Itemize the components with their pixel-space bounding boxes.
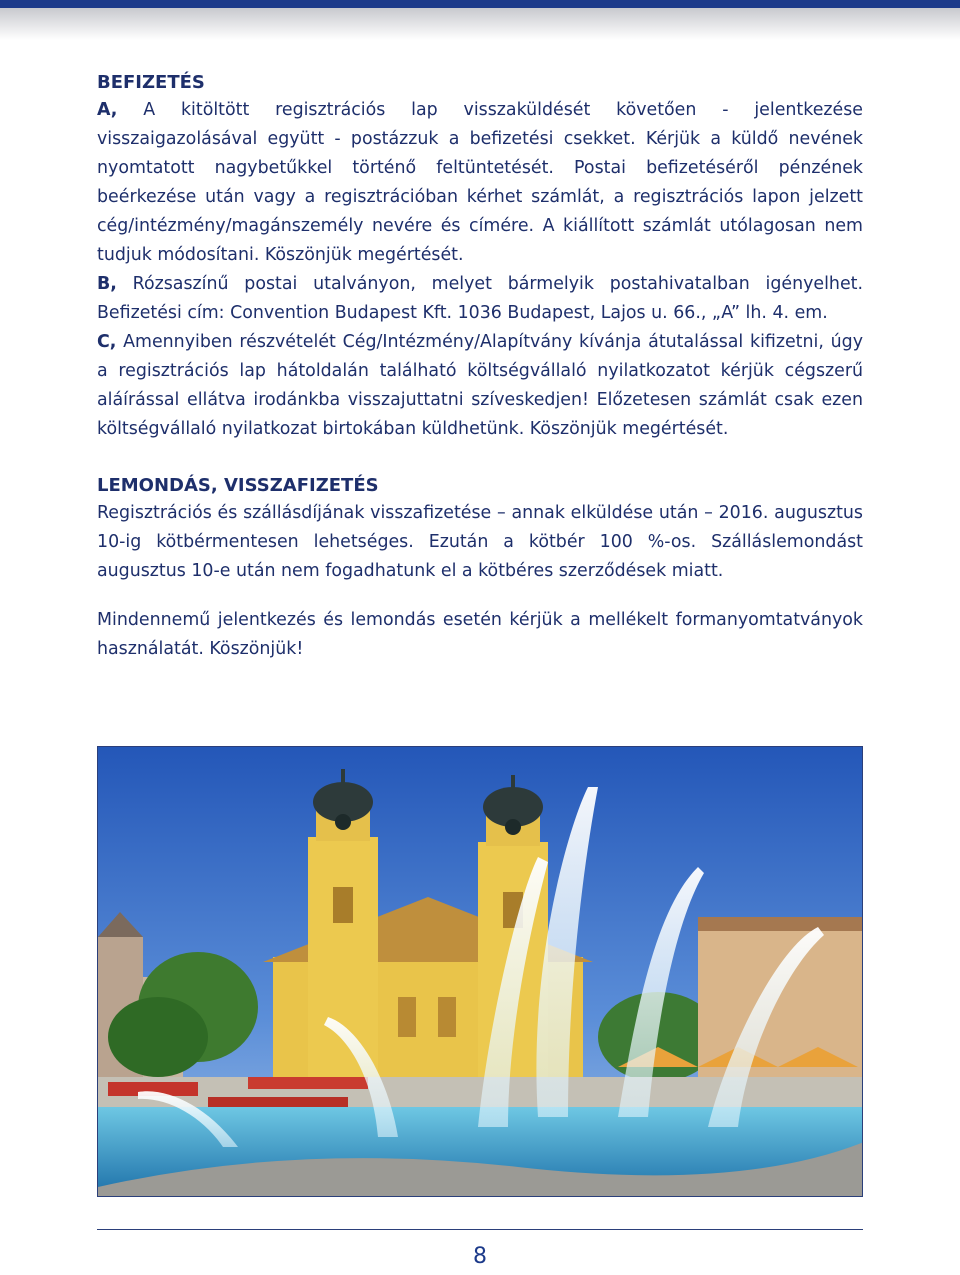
closing-text: Mindennemű jelentkezés és lemondás esetén kérjük a mellékelt formanyomtatványok használatát. Köszönjük! <box>97 610 863 659</box>
page-number: 8 <box>473 1244 487 1269</box>
payment-option-a <box>97 96 863 270</box>
payment-heading: BEFIZETÉS <box>97 72 205 93</box>
option-c-text: Amennyiben részvételét Cég/Intézmény/Alapítvány kívánja átutalással kifizetni, úgy a regisztrációs lap hátoldalán található költségvállaló nyilatkozatot kérjük cégszerű aláírással ellátva irodánkba visszajuttatni szíveskedjen! Előzetesen számlát csak ezen költségvállaló nyilatkozat birtokában küldhetünk. Köszönjük megértését. <box>97 332 863 439</box>
option-a-label: A, <box>97 100 118 120</box>
top-border-gradient <box>0 8 960 40</box>
option-b-label: B, <box>97 274 117 294</box>
debrecen-photo <box>97 746 863 1197</box>
page-content <box>97 72 863 664</box>
footer-rule <box>97 1229 863 1230</box>
cancellation-text: Regisztrációs és szállásdíjának visszafizetése – annak elküldése után – 2016. augusztus 10-ig kötbérmentesen lehetséges. Ezután a kötbér 100 %-os. Szálláslemondást augusztus 10-e után nem fogadhatunk el a kötbéres szerződések miatt. <box>97 503 863 581</box>
payment-option-c <box>97 328 863 444</box>
option-c-label: C, <box>97 332 117 352</box>
top-border-stripe <box>0 0 960 8</box>
cancellation-heading: LEMONDÁS, VISSZAFIZETÉS <box>97 475 379 496</box>
option-b-text: Rózsaszínű postai utalványon, melyet bármelyik postahivatalban igényelhet. Befizetési cím: Convention Budapest Kft. 1036 Budapest, Lajos u. 66., „A” lh. 4. em. <box>97 274 863 323</box>
option-a-text: A kitöltött regisztrációs lap visszaküldését követően - jelentkezése visszaigazolásával együtt - postázzuk a befizetési csekket. Kérjük a küldő nevének nyomtatott nagybetűkkel történő feltüntetését. Postai befizetéséről pénzének beérkezése után vagy a regisztrációban kérhet számlát, a regisztrációs lapon jelzett cég/intézmény/magánszemély nevére és címére. A kiállított számlát utólagosan nem tudjuk módosítani. Köszönjük megértését. <box>97 100 863 265</box>
payment-option-b <box>97 270 863 328</box>
